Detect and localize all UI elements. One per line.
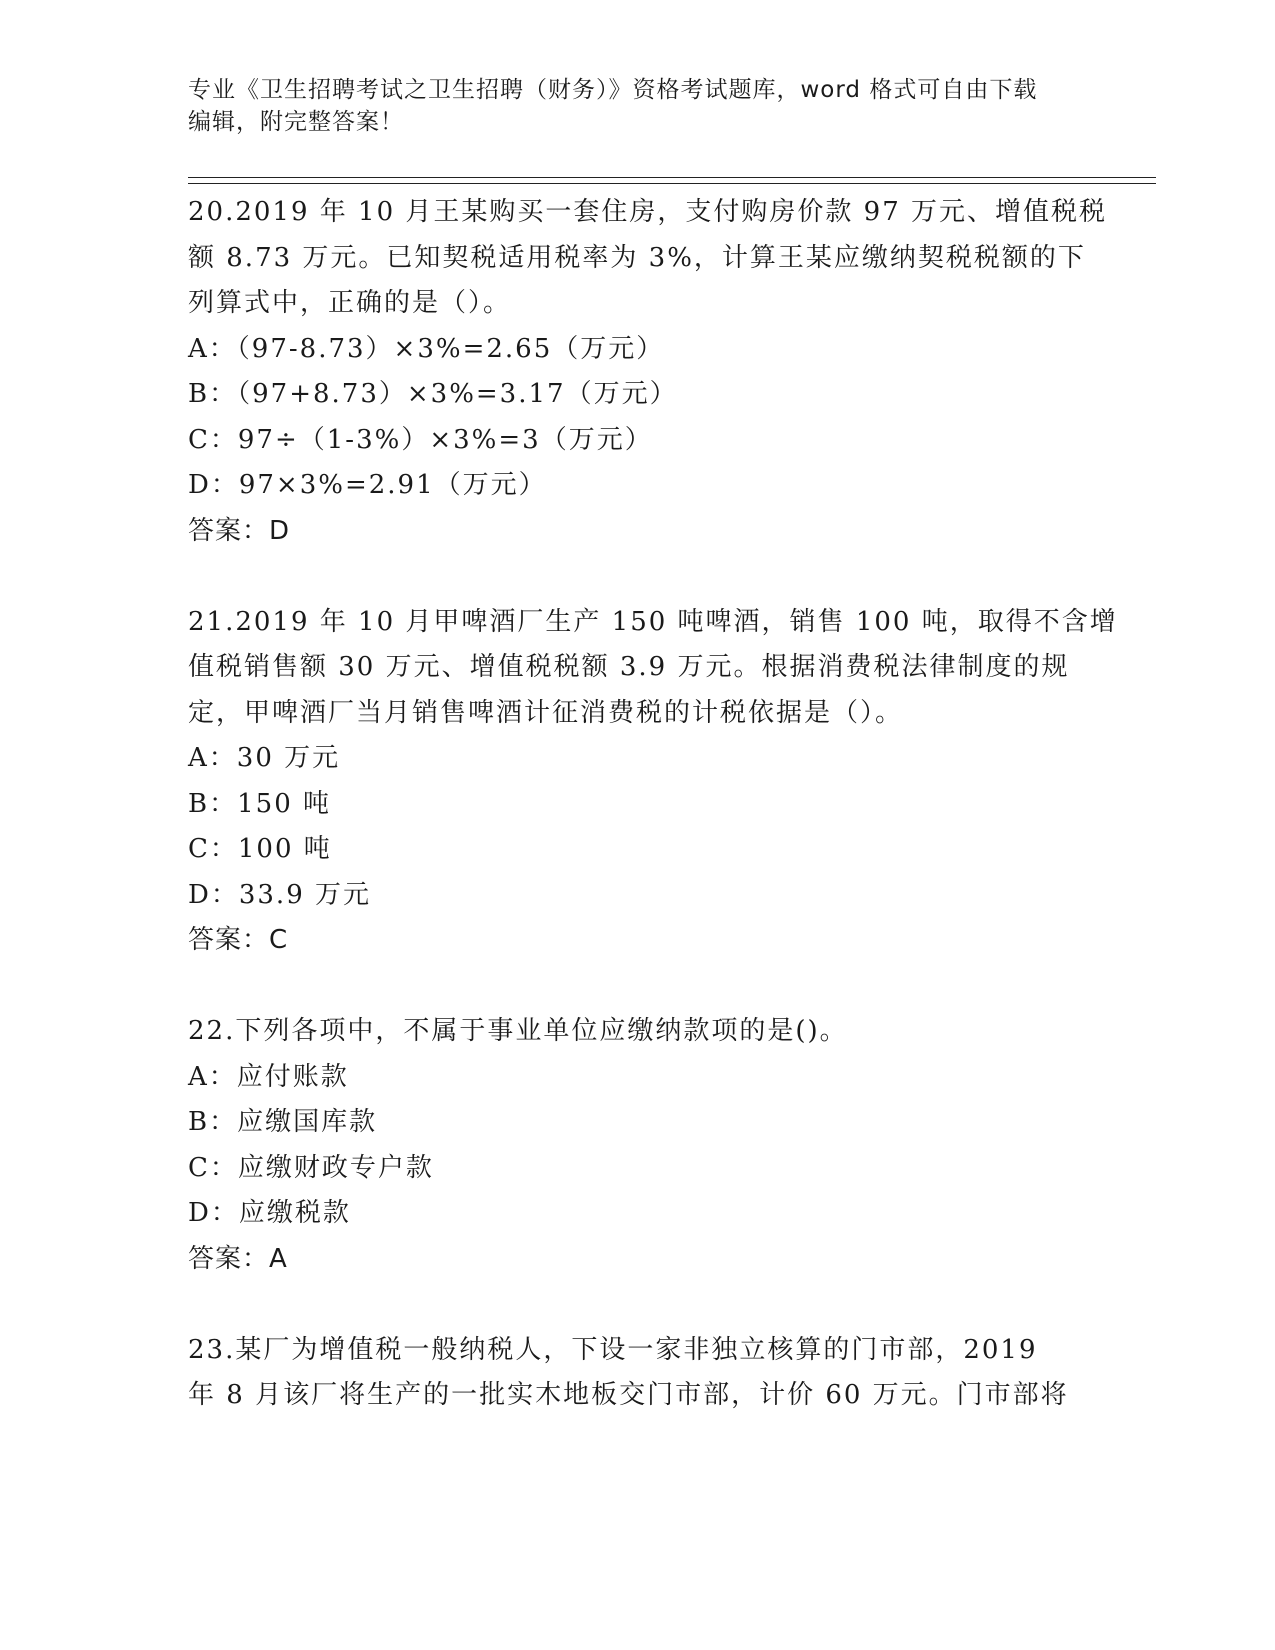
question-20-option-b: B：（97+8.73）×3%=3.17（万元） xyxy=(188,379,678,409)
question-spacer xyxy=(188,554,1088,600)
question-20 xyxy=(188,190,1108,554)
document-header xyxy=(188,74,1088,138)
question-22-answer: 答案：A xyxy=(188,1243,288,1274)
question-23-text-line-1: 23.某厂为增值税一般纳税人，下设一家非独立核算的门市部，2019 xyxy=(188,1334,1038,1365)
header-line-2: 编辑，附完整答案！ xyxy=(188,109,404,135)
question-23 xyxy=(188,1328,1088,1419)
question-22-option-c: C：应缴财政专户款 xyxy=(188,1152,434,1183)
question-21-text-line-2: 值税销售额 30 万元、增值税税额 3.9 万元。根据消费税法律制度的规 xyxy=(188,652,1070,682)
question-22-option-d: D：应缴税款 xyxy=(188,1198,351,1228)
question-21-text-line-1: 21.2019 年 10 月甲啤酒厂生产 150 吨啤酒，销售 100 吨，取得不含增 xyxy=(188,606,1118,637)
question-21-text-line-3: 定，甲啤酒厂当月销售啤酒计征消费税的计税依据是（）。 xyxy=(188,697,904,728)
question-20-answer: 答案：D xyxy=(188,515,291,546)
question-22-option-a: A：应付账款 xyxy=(188,1061,349,1092)
question-21-answer: 答案：C xyxy=(188,925,289,955)
question-23-text-line-2: 年 8 月该厂将生产的一批实木地板交门市部，计价 60 万元。门市部将 xyxy=(188,1380,1069,1410)
question-21-option-d: D：33.9 万元 xyxy=(188,879,372,910)
question-20-option-a: A：（97-8.73）×3%=2.65（万元） xyxy=(188,333,665,364)
question-spacer xyxy=(188,1282,1088,1328)
question-20-text-line-2: 额 8.73 万元。已知契税适用税率为 3%，计算王某应缴纳契税税额的下 xyxy=(188,242,1086,273)
question-22-text-line-1: 22.下列各项中，不属于事业单位应缴纳款项的是()。 xyxy=(188,1016,848,1046)
question-spacer xyxy=(188,964,1088,1010)
question-22-option-b: B：应缴国库款 xyxy=(188,1107,378,1137)
question-20-text-line-3: 列算式中，正确的是（）。 xyxy=(188,288,512,318)
question-21-option-b: B：150 吨 xyxy=(188,788,331,819)
question-21-option-c: C：100 吨 xyxy=(188,834,332,864)
question-22 xyxy=(188,1009,1088,1282)
question-20-option-d: D：97×3%=2.91（万元） xyxy=(188,470,547,500)
header-divider-top xyxy=(188,177,1156,178)
header-line-1: 专业《卫生招聘考试之卫生招聘（财务）》资格考试题库，word 格式可自由下载 xyxy=(188,77,1038,103)
question-20-text-line-1: 20.2019 年 10 月王某购买一套住房，支付购房价款 97 万元、增值税税 xyxy=(188,197,1108,227)
question-list xyxy=(188,190,1118,1419)
header-divider-bottom xyxy=(188,183,1156,184)
question-21 xyxy=(188,600,1118,964)
question-20-option-c: C：97÷（1-3%）×3%=3（万元） xyxy=(188,424,653,455)
question-21-option-a: A：30 万元 xyxy=(188,743,341,773)
